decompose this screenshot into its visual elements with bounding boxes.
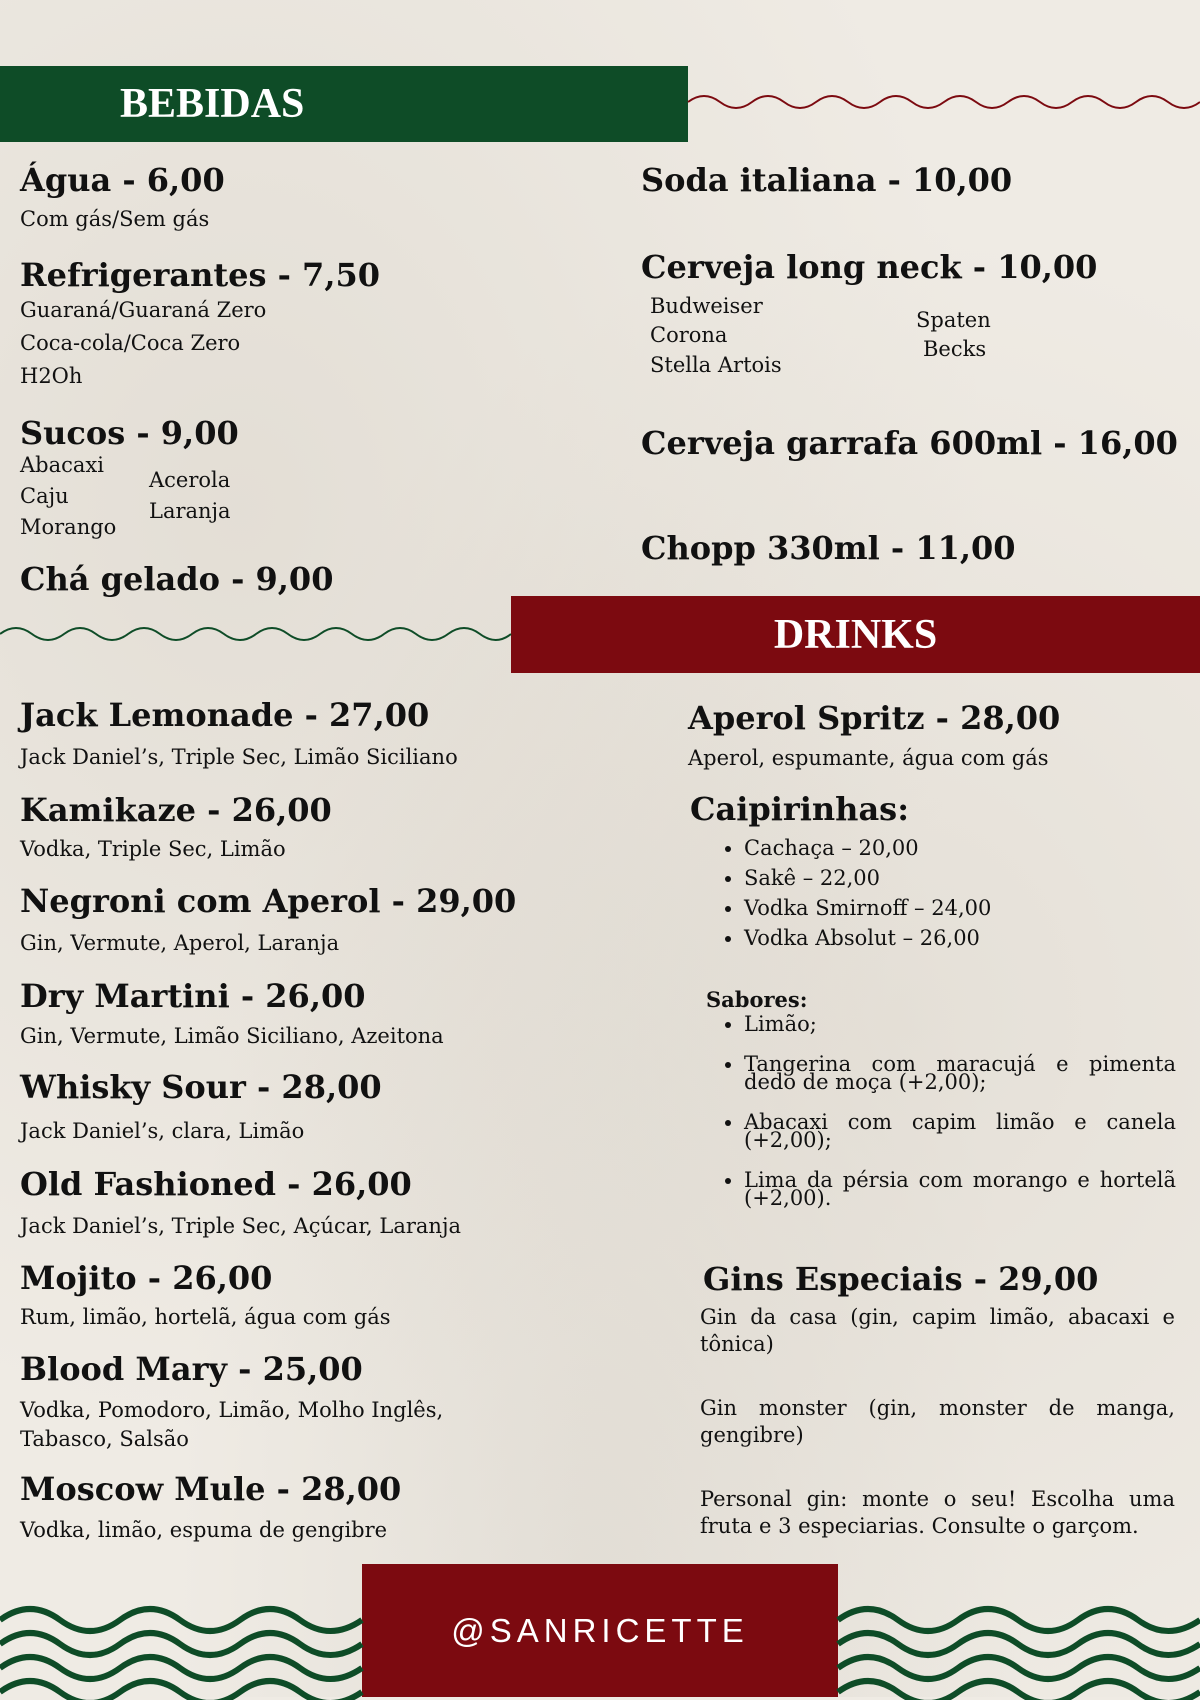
- item-detail: Com gás/Sem gás: [20, 207, 210, 231]
- wave-top-right-decoration: [688, 88, 1200, 118]
- caipirinhas-title: Caipirinhas:: [690, 790, 909, 828]
- sabores-list: [716, 1012, 1176, 1210]
- drink-description: Jack Daniel’s, Triple Sec, Açúcar, Laranja: [20, 1214, 461, 1238]
- drink-aperol-spritz: Aperol Spritz - 28,00: [688, 699, 1061, 737]
- beer-brand: Stella Artois: [650, 353, 782, 377]
- drink-negroni: Negroni com Aperol - 29,00: [20, 882, 517, 920]
- item-detail: H2Oh: [20, 364, 83, 388]
- beer-brand: Corona: [650, 323, 728, 347]
- menu-item-cha-gelado: Chá gelado - 9,00: [20, 560, 334, 598]
- drink-blood-mary: Blood Mary - 25,00: [20, 1350, 363, 1388]
- menu-item-soda-italiana: Soda italiana - 10,00: [641, 161, 1013, 199]
- wave-mid-left-decoration: [0, 620, 511, 650]
- instagram-handle[interactable]: @SANRICETTE: [451, 1611, 749, 1649]
- sabor-option: • Abacaxi com capim limão e canela (+2,00);: [744, 1113, 1176, 1149]
- drink-description: Rum, limão, hortelã, água com gás: [20, 1305, 391, 1329]
- drink-description: Jack Daniel’s, clara, Limão: [20, 1119, 305, 1143]
- drink-old-fashioned: Old Fashioned - 26,00: [20, 1165, 412, 1203]
- caipirinha-list: [716, 833, 1144, 953]
- menu-item-sucos: Sucos - 9,00: [20, 414, 239, 452]
- beer-brand: Becks: [923, 337, 987, 361]
- footer-banner: [362, 1564, 838, 1697]
- drink-jack-lemonade: Jack Lemonade - 27,00: [20, 696, 430, 734]
- drink-description: Vodka, Pomodoro, Limão, Molho Inglês,: [20, 1398, 444, 1422]
- caipirinha-option: • Vodka Smirnoff – 24,00: [744, 893, 1144, 923]
- bebidas-title: BEBIDAS: [120, 81, 305, 127]
- gins-especiais-title: Gins Especiais - 29,00: [703, 1260, 1099, 1298]
- flavor: Acerola: [149, 468, 231, 492]
- drink-description: Jack Daniel’s, Triple Sec, Limão Siciliano: [20, 745, 458, 769]
- drink-description: Gin, Vermute, Aperol, Laranja: [20, 931, 340, 955]
- flavor: Caju: [20, 484, 69, 508]
- menu-item-cerveja-garrafa: Cerveja garrafa 600ml - 16,00: [641, 424, 1178, 462]
- sabor-option: • Lima da pérsia com morango e hortelã (+2,00).: [744, 1171, 1176, 1207]
- drink-description: Aperol, espumante, água com gás: [688, 746, 1049, 770]
- beer-brand: Budweiser: [650, 294, 763, 318]
- sabor-option: • Tangerina com maracujá e pimenta dedo de moça (+2,00);: [744, 1055, 1176, 1091]
- gin-option: Gin monster (gin, monster de manga, gengibre): [700, 1396, 1175, 1448]
- gin-option: Personal gin: monte o seu! Escolha uma fruta e 3 especiarias. Consulte o garçom.: [700, 1487, 1175, 1539]
- flavor: Abacaxi: [20, 453, 104, 477]
- drink-description: Vodka, Triple Sec, Limão: [20, 837, 286, 861]
- flavor: Morango: [20, 515, 117, 539]
- sabores-label: Sabores:: [706, 987, 808, 1012]
- gin-option: Gin da casa (gin, capim limão, abacaxi e tônica): [700, 1305, 1175, 1357]
- waves-bottom-left-decoration: [0, 1590, 362, 1700]
- caipirinha-option: • Cachaça – 20,00: [744, 833, 1144, 863]
- drinks-banner: [511, 596, 1200, 673]
- menu-item-chopp: Chopp 330ml - 11,00: [641, 529, 1016, 567]
- beer-brand: Spaten: [916, 308, 991, 332]
- flavor: Laranja: [149, 499, 231, 523]
- item-detail: Coca-cola/Coca Zero: [20, 331, 241, 355]
- item-detail: Guaraná/Guaraná Zero: [20, 298, 267, 322]
- drink-description: Vodka, limão, espuma de gengibre: [20, 1518, 388, 1542]
- menu-item-refrigerantes: Refrigerantes - 7,50: [20, 256, 380, 294]
- drink-dry-martini: Dry Martini - 26,00: [20, 977, 366, 1015]
- drink-mojito: Mojito - 26,00: [20, 1259, 273, 1297]
- bebidas-banner: [0, 66, 688, 142]
- menu-item-agua: Água - 6,00: [20, 161, 225, 199]
- drink-whisky-sour: Whisky Sour - 28,00: [20, 1068, 382, 1106]
- drinks-title: DRINKS: [773, 611, 938, 658]
- sabor-option: • Limão;: [744, 1015, 1176, 1033]
- drink-kamikaze: Kamikaze - 26,00: [20, 791, 332, 829]
- waves-bottom-right-decoration: [838, 1590, 1200, 1700]
- caipirinha-option: • Vodka Absolut – 26,00: [744, 923, 1144, 953]
- menu-item-cerveja-long-neck: Cerveja long neck - 10,00: [641, 248, 1098, 286]
- drink-description: Gin, Vermute, Limão Siciliano, Azeitona: [20, 1024, 444, 1048]
- caipirinha-option: • Sakê – 22,00: [744, 863, 1144, 893]
- drink-description: Tabasco, Salsão: [20, 1427, 189, 1451]
- drink-moscow-mule: Moscow Mule - 28,00: [20, 1470, 402, 1508]
